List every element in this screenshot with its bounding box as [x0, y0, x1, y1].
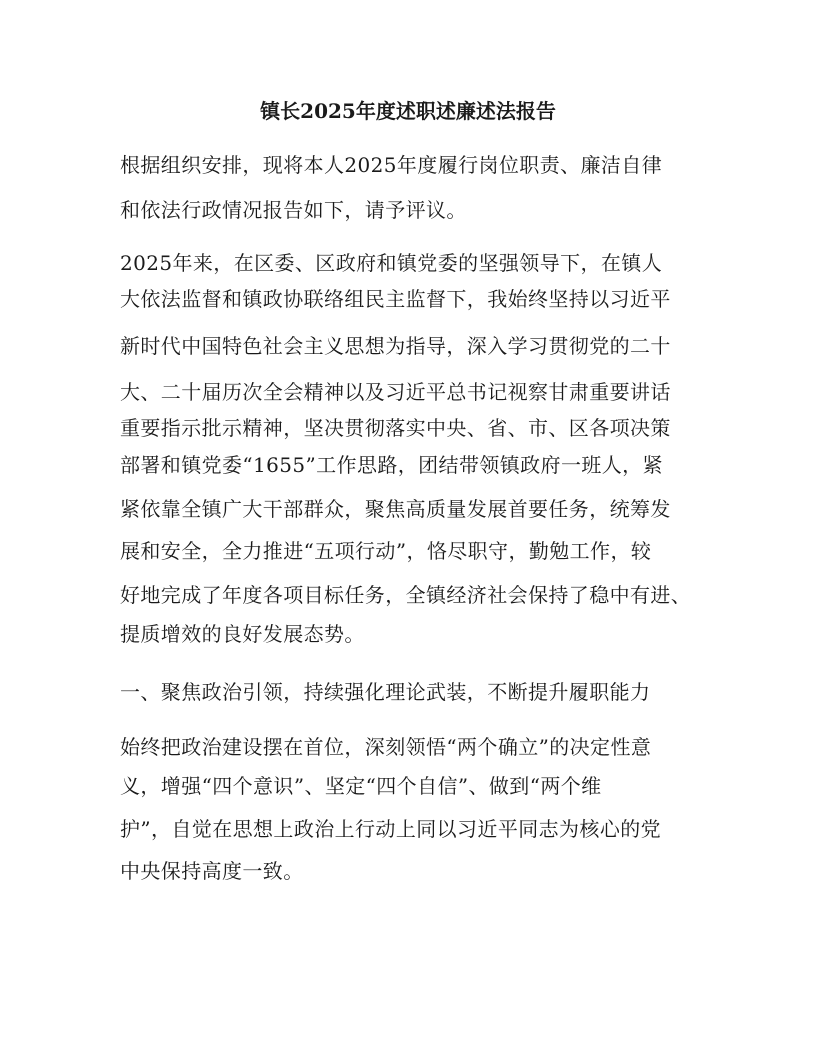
paragraph-2-line-7: 紧依靠全镇广大干部群众，聚焦高质量发展首要任务，统筹发: [120, 497, 671, 521]
paragraph-4-line-1: 始终把政治建设摆在首位，深刻领悟“两个确立”的决定性意: [120, 735, 652, 759]
paragraph-2-line-8: 展和安全，全力推进“五项行动”，恪尽职守，勤勉工作，较: [120, 539, 652, 563]
paragraph-1-line-1: 根据组织安排，现将本人2025年度履行岗位职责、廉洁自律: [120, 153, 663, 177]
paragraph-2-line-5: 重要指示批示精神，坚决贯彻落实中央、省、市、区各项决策: [120, 416, 671, 440]
paragraph-4-line-2: 义，增强“四个意识”、坚定“四个自信”、做到“两个维: [120, 774, 602, 798]
paragraph-4-line-3: 护”，自觉在思想上政治上行动上同以习近平同志为核心的党: [120, 817, 662, 841]
paragraph-1-line-2: 和依法行政情况报告如下，请予评议。: [120, 198, 467, 222]
paragraph-2-line-3: 新时代中国特色社会主义思想为指导，深入学习贯彻党的二十: [120, 334, 671, 358]
section-heading-1: 一、聚焦政治引领，持续强化理论武装，不断提升履职能力: [120, 680, 651, 704]
paragraph-4-line-4: 中央保持高度一致。: [120, 859, 304, 883]
paragraph-2-line-4: 大、二十届历次全会精神以及习近平总书记视察甘肃重要讲话: [120, 380, 671, 404]
paragraph-2-line-10: 提质增效的良好发展态势。: [120, 622, 365, 646]
paragraph-2-line-9: 好地完成了年度各项目标任务，全镇经济社会保持了稳中有进、: [120, 583, 692, 607]
paragraph-2-line-2: 大依法监督和镇政协联络组民主监督下，我始终坚持以习近平: [120, 287, 671, 311]
document-title: 镇长2025年度述职述廉述法报告: [260, 99, 556, 123]
paragraph-2-line-6: 部署和镇党委“1655”工作思路，团结带领镇政府一班人，紧: [120, 453, 663, 477]
paragraph-2-line-1: 2025年来，在区委、区政府和镇党委的坚强领导下，在镇人: [120, 251, 663, 275]
